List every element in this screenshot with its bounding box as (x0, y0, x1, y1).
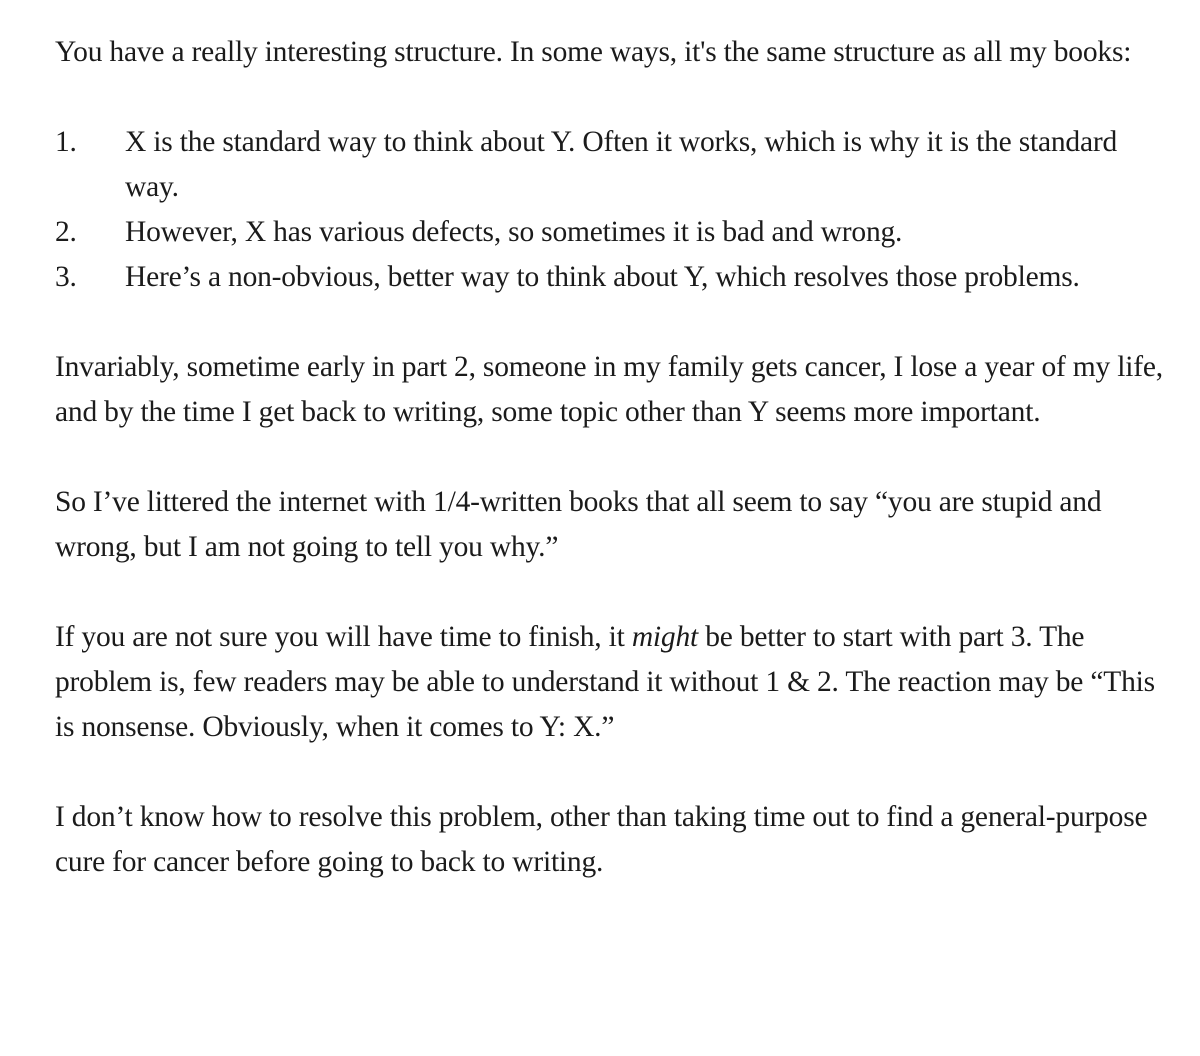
numbered-list (55, 120, 1175, 300)
paragraph-text-end: be better to start with part 3. The problem is, few readers may be able to understand it without 1 & 2. The reaction may be “This is nonsense. Obviously, when it comes to Y: X.” (55, 621, 1155, 743)
intro-paragraph: You have a really interesting structure. In some ways, it's the same structure as all my books: (55, 36, 1132, 68)
list-item-text: X is the standard way to think about Y. Often it works, which is why it is the standard way. (125, 126, 1118, 203)
list-item-text: Here’s a non-obvious, better way to think about Y, which resolves those problems. (125, 261, 1080, 293)
list-item-number: 2. (55, 216, 77, 248)
part-three-paragraph (55, 615, 1175, 750)
list-item (55, 255, 1175, 300)
closing-paragraph: I don’t know how to resolve this problem, other than taking time out to find a general-purpose cure for cancer before going to back to writing. (55, 801, 1148, 878)
emphasis-word: might (631, 621, 699, 653)
littered-internet-paragraph: So I’ve littered the internet with 1/4-written books that all seem to say “you are stupid and wrong, but I am not going to tell you why.” (55, 486, 1102, 563)
list-item (55, 120, 1175, 210)
document-text (55, 30, 1175, 885)
list-item-text: However, X has various defects, so sometimes it is bad and wrong. (125, 216, 903, 248)
list-item-number: 1. (55, 126, 77, 158)
list-item-number: 3. (55, 261, 77, 293)
list-item (55, 210, 1175, 255)
paragraph-text-start: If you are not sure you will have time to finish, it (55, 621, 632, 653)
cancer-paragraph: Invariably, sometime early in part 2, someone in my family gets cancer, I lose a year of my life, and by the time I get back to writing, some topic other than Y seems more important. (55, 351, 1163, 428)
